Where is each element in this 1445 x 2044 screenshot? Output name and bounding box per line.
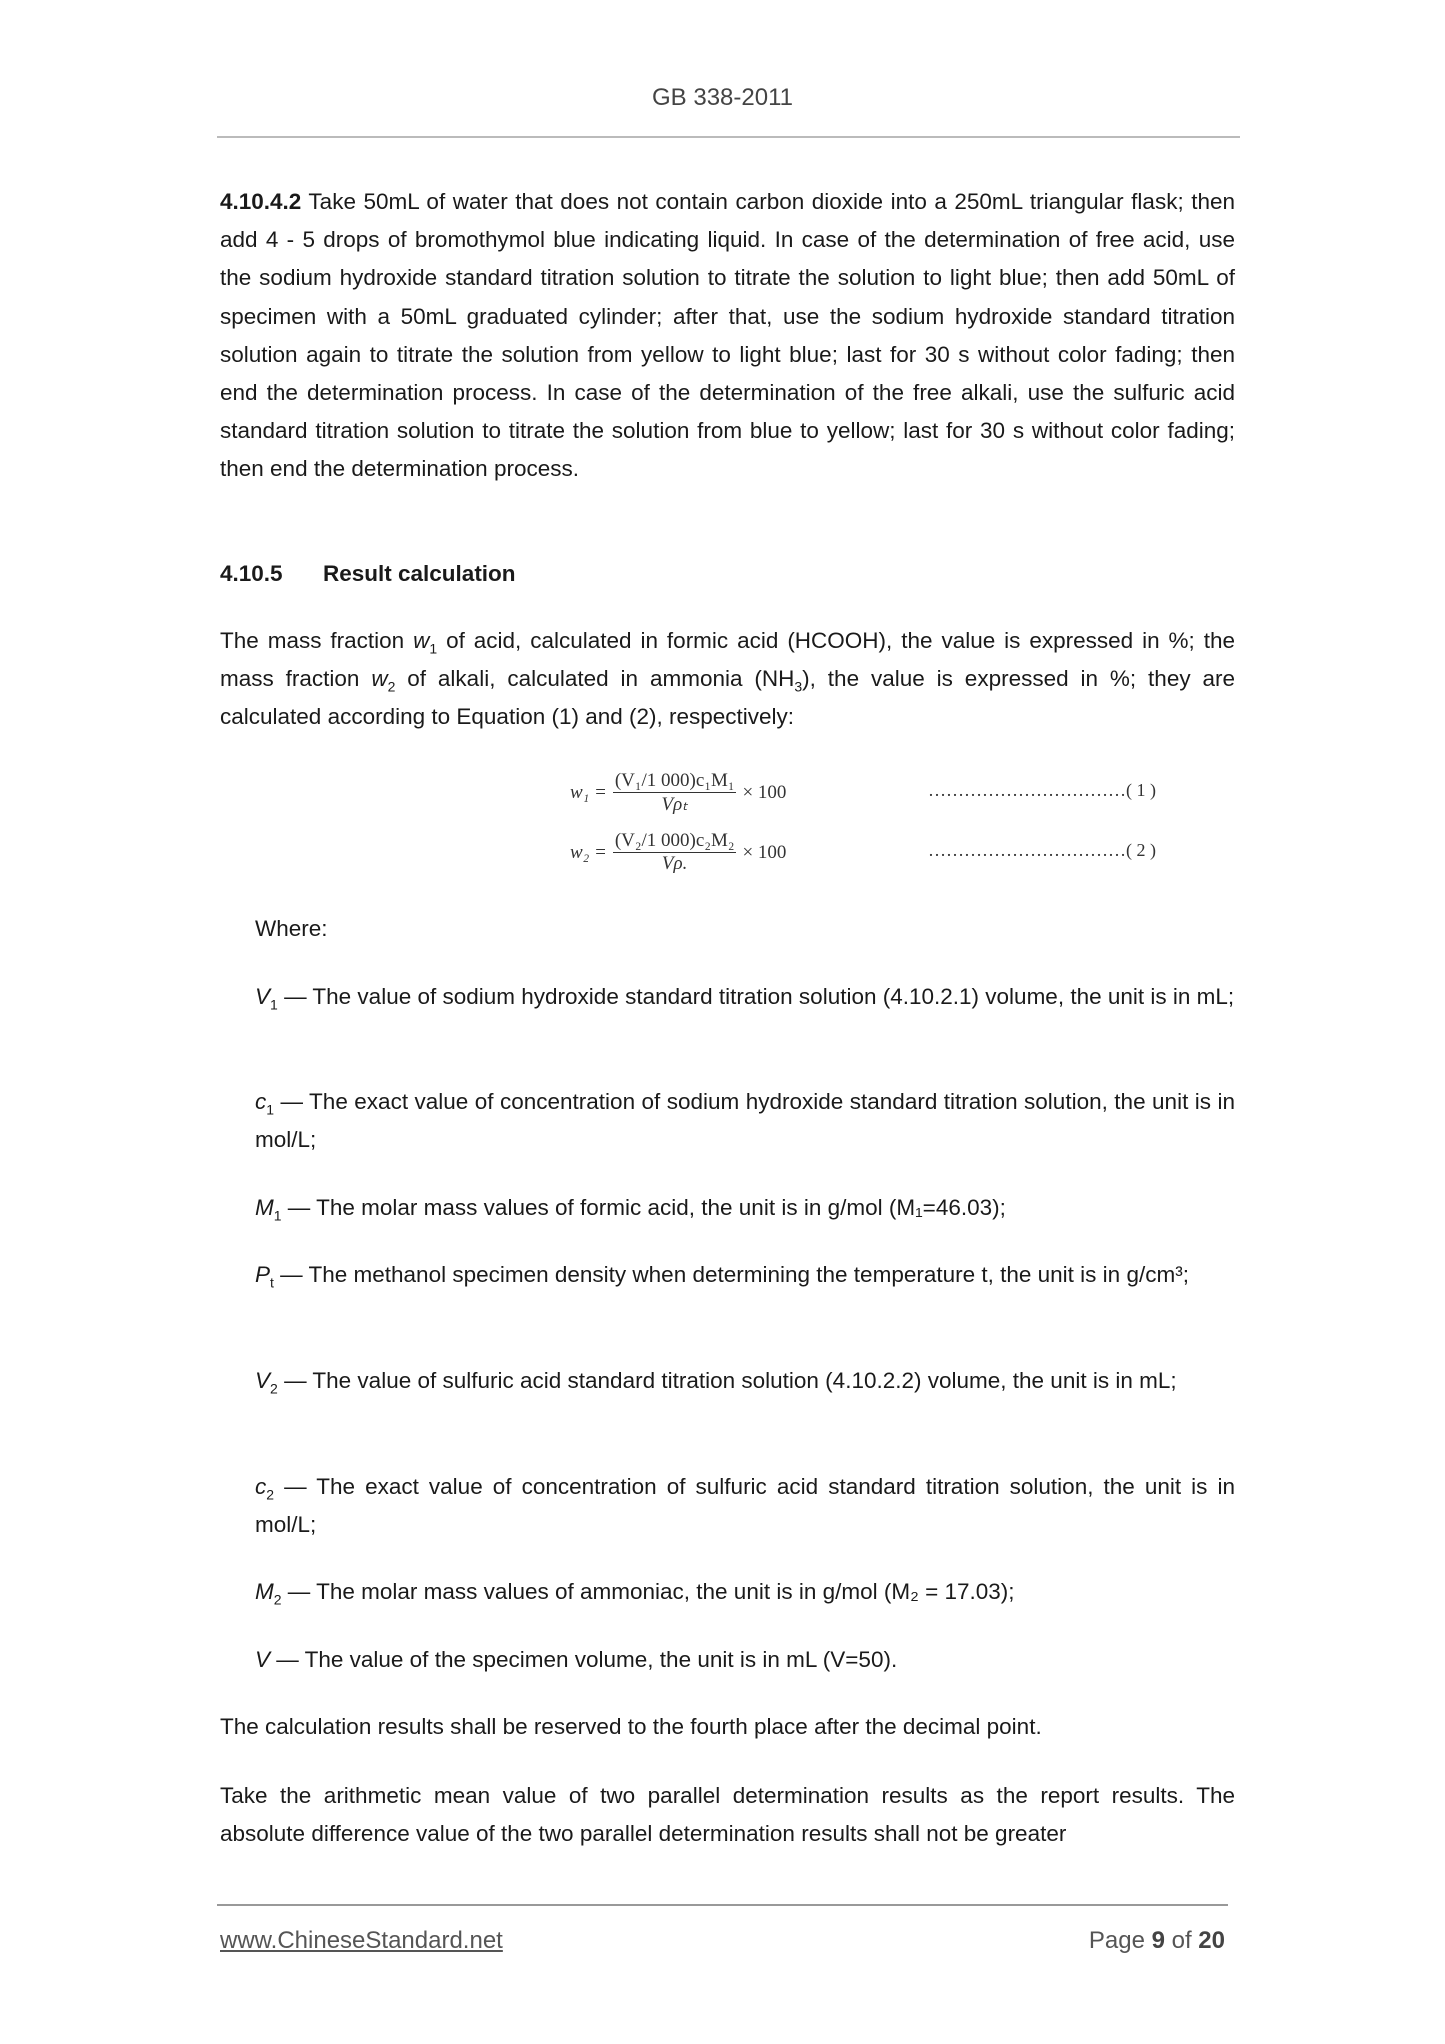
symbol: w xyxy=(371,666,388,692)
subscript: 2 xyxy=(273,1591,282,1608)
definition-text: — The molar mass values of formic acid, the unit is in g/mol (M₁=46.03); xyxy=(281,1195,1006,1220)
definition-text: — The methanol specimen density when determining the temperature t, the unit is in g/cm³; xyxy=(273,1262,1189,1287)
definition-c1 xyxy=(255,1083,1235,1159)
definition-pt xyxy=(255,1256,1235,1294)
paragraph-decimal: The calculation results shall be reserved to the fourth place after the decimal point. xyxy=(220,1714,1042,1739)
multiplier: × 100 xyxy=(742,841,787,863)
symbol: c xyxy=(255,1089,267,1114)
symbol: c xyxy=(255,1474,267,1499)
definition-text: — The value of sodium hydroxide standard titration solution (4.10.2.1) volume, the unit is in mL; xyxy=(277,984,1235,1009)
equation-2 xyxy=(570,830,786,875)
subscript: 1 xyxy=(273,1207,282,1224)
paragraph-mass-fraction xyxy=(220,622,1235,737)
equation-number: ( 2 ) xyxy=(1126,840,1156,860)
definition-v xyxy=(255,1641,1235,1679)
text: ), the value is expressed in %; they are calculated according to Equation (1) and (2), respectively: xyxy=(220,666,1235,730)
definition-v1 xyxy=(255,978,1235,1016)
equation-2-label xyxy=(928,840,1156,861)
definition-m1 xyxy=(255,1189,1235,1227)
equation-1 xyxy=(570,770,786,816)
definition-text: — The value of the specimen volume, the unit is in mL (V=50). xyxy=(270,1647,898,1672)
document-header: GB 338-2011 xyxy=(652,84,793,111)
denominator: Vρ. xyxy=(661,853,688,874)
subscript: 2 xyxy=(387,678,396,695)
subscript: 2 xyxy=(266,1486,275,1503)
definition-text: — The exact value of concentration of sodium hydroxide standard titration solution, the unit is in mol/L; xyxy=(255,1089,1235,1153)
subscript: 3 xyxy=(794,678,803,695)
leader-dots: …………………………… xyxy=(928,840,1126,860)
page-prefix: Page xyxy=(1088,1927,1152,1954)
text: of acid, calculated in formic acid (HCOOH), the value is expressed in %; the mass fraction xyxy=(220,628,1235,692)
symbol: M xyxy=(255,1195,274,1220)
definition-text: — The exact value of concentration of sulfuric acid standard titration solution, the unit is in mol/L; xyxy=(255,1474,1235,1538)
symbol: V xyxy=(255,984,271,1009)
denominator: Vρₜ xyxy=(661,794,688,815)
page-total: 20 xyxy=(1198,1927,1225,1954)
equation-1-label xyxy=(928,780,1156,801)
page-indicator xyxy=(1089,1927,1225,1955)
definition-text: — The molar mass values of ammoniac, the unit is in g/mol (M₂ = 17.03); xyxy=(281,1579,1015,1604)
page-number: 9 xyxy=(1151,1927,1165,1954)
subscript: 1 xyxy=(429,640,438,657)
paragraph-mean: Take the arithmetic mean value of two parallel determination results as the report results. The absolute difference value of the two parallel determination results shall not be greater xyxy=(220,1783,1235,1847)
where-label: Where: xyxy=(255,916,328,941)
eq-lhs: w₁ = xyxy=(570,782,607,803)
paragraph-4-10-4-2 xyxy=(220,183,1235,489)
numerator: (V₁/1 000)c₁M₁ xyxy=(614,770,735,791)
subscript: 1 xyxy=(270,996,278,1013)
leader-dots: …………………………… xyxy=(928,780,1126,800)
definition-m2 xyxy=(255,1573,1235,1611)
page-of: of xyxy=(1164,1927,1199,1954)
footer-divider xyxy=(217,1904,1228,1906)
definition-text: — The value of sulfuric acid standard titration solution (4.10.2.2) volume, the unit is in mL; xyxy=(277,1368,1177,1393)
subscript: t xyxy=(270,1274,274,1291)
multiplier: × 100 xyxy=(742,782,787,803)
paragraph-text: Take 50mL of water that does not contain carbon dioxide into a 250mL triangular flask; then add 4 - 5 drops of bromothymol blue indicating liquid. In case of the determination of free acid, use the sodium hydroxide standard titration solution to titrate the solution to light blue; then add 50mL of specimen with a 50mL graduated cylinder; after that, use the sodium hydroxide standard titration solution again to titrate the solution from yellow to light blue; last for 30 s without color fading; then end the determination process. In case of the determination of the free alkali, use the sulfuric acid standard titration solution to titrate the solution from blue to yellow; last for 30 s without color fading; then end the determination process. xyxy=(220,189,1235,482)
text: The mass fraction xyxy=(220,628,414,653)
equation-number: ( 1 ) xyxy=(1126,780,1156,800)
symbol: V xyxy=(255,1647,271,1672)
fraction xyxy=(613,830,737,875)
subscript: 2 xyxy=(270,1380,278,1397)
symbol: P xyxy=(255,1262,271,1287)
heading-number: 4.10.5 xyxy=(220,561,283,586)
fraction xyxy=(613,770,737,816)
header-divider xyxy=(217,136,1240,138)
text: of alkali, calculated in ammonia (NH xyxy=(395,666,795,692)
symbol: w xyxy=(413,628,430,653)
subscript: 1 xyxy=(266,1101,275,1118)
symbol: V xyxy=(255,1368,271,1393)
clause-number: 4.10.4.2 xyxy=(220,189,302,214)
section-heading xyxy=(220,555,1235,593)
definition-v2 xyxy=(255,1362,1235,1400)
website-link[interactable]: www.ChineseStandard.net xyxy=(220,1927,503,1954)
numerator: (V₂/1 000)c₂M₂ xyxy=(614,830,735,851)
definition-c2 xyxy=(255,1468,1235,1544)
symbol: M xyxy=(255,1579,274,1604)
eq-lhs: w₂ = xyxy=(570,841,607,863)
heading-title: Result calculation xyxy=(323,561,516,586)
